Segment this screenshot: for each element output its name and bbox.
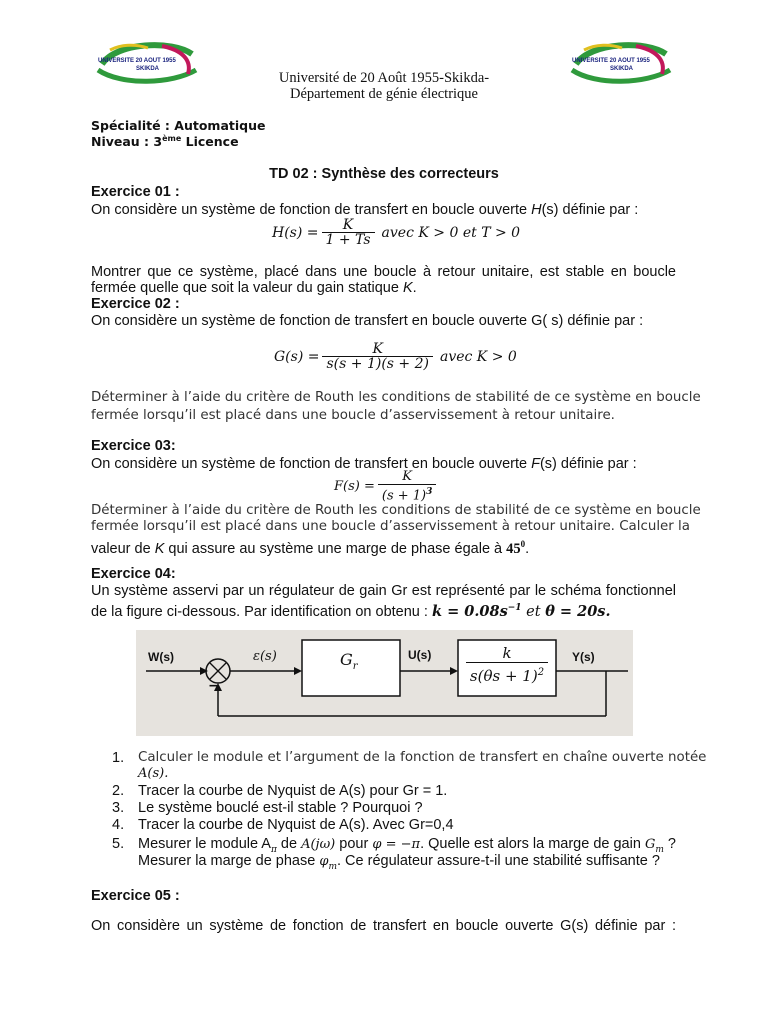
summing-minus: − — [208, 678, 220, 694]
ex2-heading: Exercice 02 : — [91, 296, 180, 312]
ex1-formula: H(s) = $\frac{K}{1 + Ts}$ avec K > 0 et T > 0 — [272, 217, 521, 248]
niveau: Niveau : 3ème Licence — [91, 134, 239, 150]
label-output: Y(s) — [572, 650, 595, 664]
ex1-text-line1: Montrer que ce système, placé dans une boucle à retour unitaire, est stable en boucle — [91, 264, 676, 280]
plant-block: $\frac{k}{s(\theta s + 1)^2}$ — [458, 644, 556, 686]
list-item: 5. Mesurer le module $A_\pi$ de A(jω) pour φ = −π. Quelle est alors la marge de gain $G_m$ ? Mesurer la marge de phase $\varphi_m$. Ce régulateur assure-t-il une stabilité suffisante ? — [112, 836, 676, 872]
list-item: 2. Tracer la courbe de Nyquist de A(s) pour Gr = 1. — [112, 783, 448, 799]
list-item: 1. Calculer le module et l’argument de la fonction de transfert en chaîne ouverte notée A(s). — [112, 750, 707, 781]
ex1-text-line2: fermée quelle que soit la valeur du gain statique K. — [91, 280, 417, 296]
logo-text: UNIVERSITE 20 AOUT 1955 — [572, 58, 650, 64]
ex3-formula: F(s) = $\frac{K}{(s + 1)^3}$ — [334, 470, 439, 503]
ex3-text-line3: valeur de K qui assure au système une marge de phase égale à $45^0$. — [91, 539, 530, 557]
list-item: 4. Tracer la courbe de Nyquist de A(s). Avec Gr=0,4 — [112, 817, 454, 833]
page-title: TD 02 : Synthèse des correcteurs — [269, 166, 499, 182]
list-item: 3. Le système bouclé est-il stable ? Pourquoi ? — [112, 800, 423, 816]
block-diagram — [136, 630, 633, 736]
university-name: Université de 20 Août 1955-Skikda- — [278, 70, 490, 86]
ex2-formula: G(s) = $\frac{K}{s(s + 1)(s + 2)}$ avec K > 0 — [274, 341, 517, 372]
ex3-heading: Exercice 03: — [91, 438, 176, 454]
ex1-heading: Exercice 01 : — [91, 184, 180, 200]
ex3-text-line2: fermée lorsqu’il est placé dans une boucle d’asservissement à retour unitaire. Calculer la — [91, 519, 690, 534]
ex2-text-line1: Déterminer à l’aide du critère de Routh les conditions de stabilité de ce système en boucle — [91, 390, 701, 405]
ex4-text-line2: de la figure ci-dessous. Par identification on obtenu : $k = 0.08s^{-1}$ et θ = 20s. — [91, 602, 611, 620]
ex5-intro: On considère un système de fonction de transfert en boucle ouverte G(s) définie par : — [91, 918, 676, 934]
logo-text: SKIKDA — [136, 66, 160, 72]
logo-text: UNIVERSITE 20 AOUT 1955 — [98, 58, 176, 64]
ex2-intro: On considère un système de fonction de transfert en boucle ouverte G( s) définie par : — [91, 313, 644, 329]
label-error: ε(s) — [253, 649, 277, 664]
controller-block: $G_r$ — [340, 650, 358, 673]
ex4-text-line1: Un système asservi par un régulateur de gain Gr est représenté par le schéma fonctionnel — [91, 583, 676, 599]
ex4-heading: Exercice 04: — [91, 566, 176, 582]
department-name: Département de génie électrique — [290, 86, 478, 102]
ex3-intro: On considère un système de fonction de transfert en boucle ouverte F(s) définie par : — [91, 456, 637, 472]
label-u: U(s) — [408, 648, 432, 662]
logo-text: SKIKDA — [610, 66, 634, 72]
ex3-text-line1: Déterminer à l’aide du critère de Routh les conditions de stabilité de ce système en boucle — [91, 503, 701, 518]
ex5-heading: Exercice 05 : — [91, 888, 180, 904]
specialite: Spécialité : Automatique — [91, 118, 266, 133]
ex1-intro: On considère un système de fonction de transfert en boucle ouverte H(s) définie par : — [91, 202, 639, 218]
label-input: W(s) — [148, 650, 174, 664]
question-list — [112, 748, 707, 872]
ex2-text-line2: fermée lorsqu’il est placé dans une boucle d’asservissement à retour unitaire. — [91, 408, 615, 423]
